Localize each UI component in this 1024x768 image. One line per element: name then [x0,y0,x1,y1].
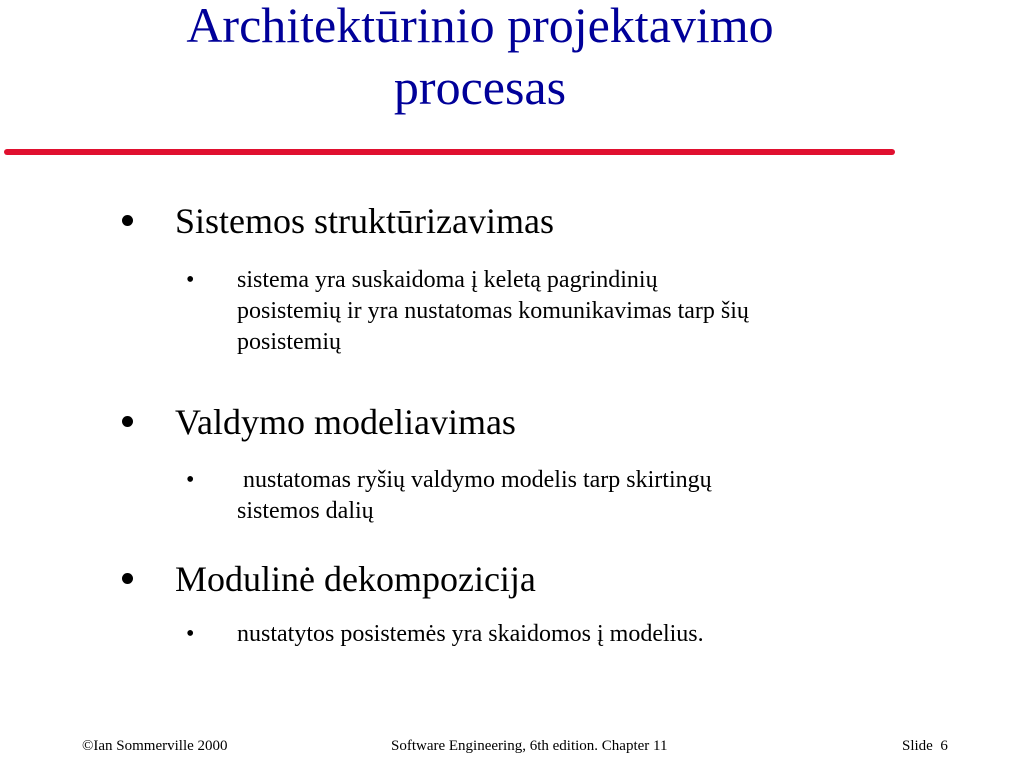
sub-bullet-line: posistemių ir yra nustatomas komunikavimas tarp šių [237,298,749,324]
sub-bullet-text [237,465,997,527]
footer-course-info: Software Engineering, 6th edition. Chapter 11 [391,738,668,754]
sub-bullet-text [237,619,997,650]
bullet-dot-icon [122,416,133,427]
sub-bullet-text [237,265,997,358]
bullet-heading: Sistemos struktūrizavimas [175,201,554,241]
slide-title-line-1: Architektūrinio projektavimo [186,0,774,53]
footer-copyright: ©Ian Sommerville 2000 [82,738,228,754]
sub-bullet-line: nustatomas ryšių valdymo modelis tarp skirtingų [237,467,712,493]
sub-bullet-line: nustatytos posistemės yra skaidomos į modelius. [237,621,704,647]
sub-bullet-line: sistema yra suskaidoma į keletą pagrindinių [237,267,658,293]
sub-bullet-icon: • [186,467,195,493]
sub-bullet-line: posistemių [237,329,342,355]
bullet-dot-icon [122,573,133,584]
bullet-heading: Modulinė dekompozicija [175,559,536,599]
slide-title-line-2: procesas [393,59,567,115]
sub-bullet-icon: • [186,621,195,647]
bullet-heading: Valdymo modeliavimas [175,402,516,442]
sub-bullet-icon: • [186,267,195,293]
bullet-dot-icon [122,215,133,226]
sub-bullet-line: sistemos dalių [237,498,374,524]
footer-slide-number: Slide 6 [902,738,948,754]
